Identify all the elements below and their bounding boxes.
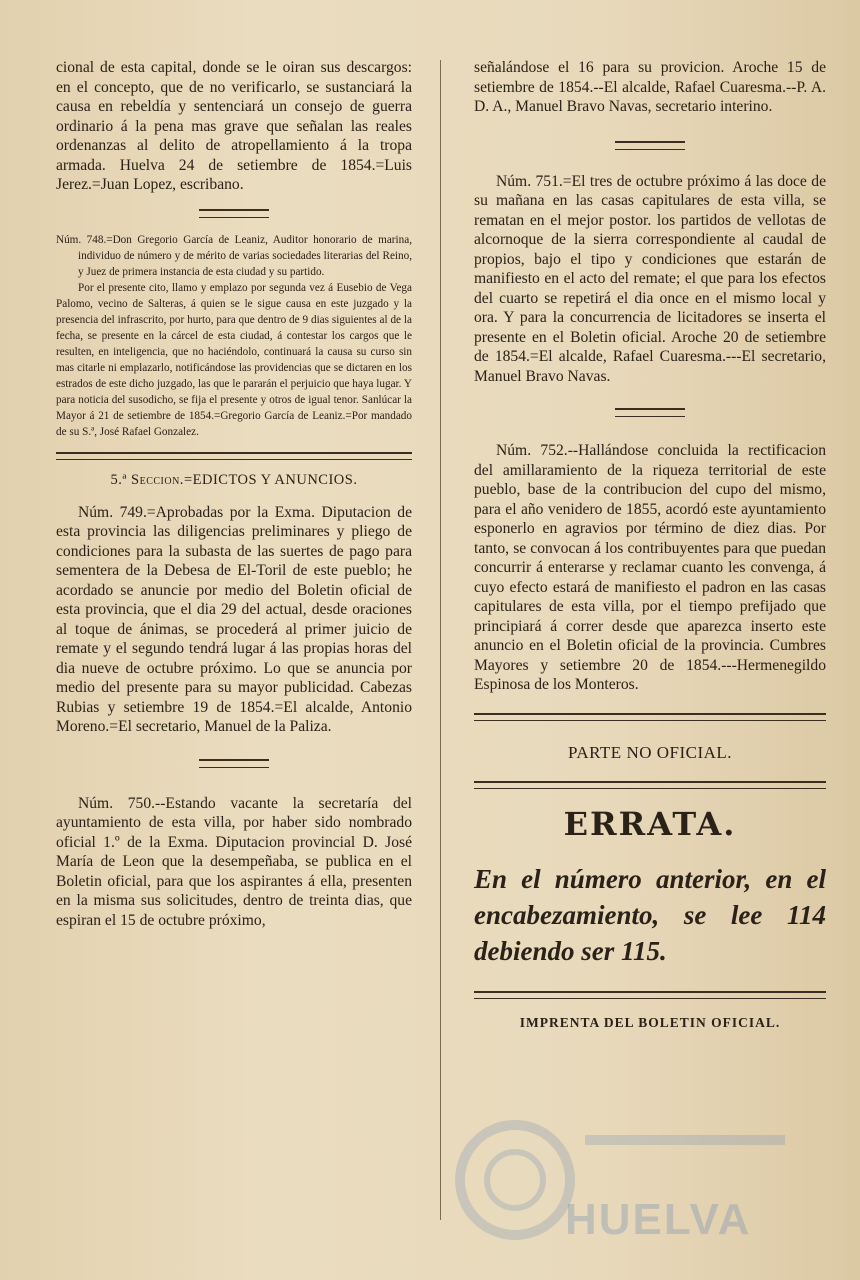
ornament-divider xyxy=(199,209,269,218)
section-heading xyxy=(56,472,412,489)
section-rule xyxy=(474,781,826,789)
imprenta-footer: IMPRENTA DEL BOLETIN OFICIAL. xyxy=(519,1014,781,1030)
parte-no-oficial-heading: PARTE NO OFICIAL. xyxy=(567,742,733,762)
section-rule xyxy=(56,452,412,460)
ornament-divider xyxy=(615,141,685,150)
section-rule xyxy=(474,991,826,999)
notice-748-body: Por el presente cito, llamo y emplazo por segunda vez á Eusebio de Vega Palomo, vecino de Salteras, á quien se le sigue causa en este juzgado y la presencia del infrascrito, por hurto, para que dentro de 9 dias siguientes al de la fecha, se presente en la cárcel de esta ciudad, á contestar los cargos que le resulten, en inteligencia, que no haciéndolo, continuará la causa su curso sin mas citarle ni emplazarlo, notificándose las providencias que se dictaren en los estrados de este dicho juzgado, las que le pararán el perjuicio que haya lugar. Y para noticia del susodicho, se fija el presente y otros de igual tenor. Sanlúcar la Mayor á 21 de setiembre de 1854.=Gregorio García de Leaniz.=Por mandado de su S.ª, José Rafael Gonzalez. xyxy=(56,281,412,438)
section-label: 5.ª Seccion. xyxy=(110,471,184,488)
notice-750: Núm. 750.--Estando vacante la secretaría del ayuntamiento de esta villa, por haber sido nombrado oficial 1.º de la Exma. Diputacion provincial D. José María de Leon que la desempeñaba, se publica en el Boletin oficial, para que los aspirantes á ella, presenten en la misma sus solicitudes, dentro de treinta dias, que espiran el 15 de octubre próximo, xyxy=(56,794,412,929)
ornament-divider xyxy=(199,759,269,768)
section-title: =EDICTOS Y ANUNCIOS. xyxy=(183,471,358,488)
errata-body: En el número anterior, en el encabezamiento, se lee 114 debiendo ser 115. xyxy=(474,863,826,966)
errata-title: ERRATA. xyxy=(563,804,737,843)
ornament-divider xyxy=(615,408,685,417)
notice-749: Núm. 749.=Aprobadas por la Exma. Diputacion de esta provincia las diligencias preliminares y pliego de condiciones para la subasta de las suertes de pago para sementera de la Debesa de El-Toril de este pueblo; he acordado se anuncie por medio del Boletin oficial de esta provincia, que el dia 29 del actual, desde oraciones al toque de ánimas, se procederá al primer juicio de remate y el segundo tendrá lugar á las propias horas del dia nueve de octubre próximo. Lo que se anuncia por medio del presente para su mayor publicidad. Cabezas Rubias y setiembre 19 de 1854.=El alcalde, Antonio Moreno.=El secretario, Manuel de la Paliza. xyxy=(56,503,412,735)
notice-751: Núm. 751.=El tres de octubre próximo á las doce de su mañana en las casas capitulares de esta villa, se rematan en el mejor postor. los partidos de vellotas de alcornoque de la sierra correspondiente al caudal de propios, bajo el tipo y condiciones que estarán de manifiesto en el acto del remate; el que para los efectos del cuarto se repetirá el dia once en el mismo local y ora. Y para la concurrencia de licitadores se inserta el presente en el Boletin oficial. Aroche 20 de setiembre de 1854.=El alcalde, Rafael Cuaresma.---El secretario, Manuel Bravo Navas. xyxy=(474,172,826,385)
watermark-text: HUELVA xyxy=(565,1195,752,1244)
left-column xyxy=(56,58,412,930)
notice-752: Núm. 752.--Hallándose concluida la rectificacion del amillaramiento de la riqueza territorial de este pueblo, base de la contribucion del cupo del mismo, para el año venidero de 1855, acordó este ayuntamiento esponerlo en agravios por término de diez dias. Por tanto, se convocan á los contribuyentes para que puedan concurrir á enterarse y reclamar cuanto les convenga, á cuyo efecto estará de manifiesto el padron en las casas capitulares de esta villa, por el tiempo prefijado que principiará á correr desde que aparezca inserto este anuncio en el Boletin oficial de la provincia. Cumbres Mayores y setiembre 20 de 1854.---Hermenegildo Espinosa de los Monteros. xyxy=(474,442,826,693)
right-column xyxy=(474,58,826,1031)
section-rule xyxy=(474,713,826,721)
column-divider xyxy=(440,60,441,1220)
notice-750-continuation: señalándose el 16 para su provicion. Aroche 15 de setiembre de 1854.--El alcalde, Rafael Cuaresma.--P. A. D. A., Manuel Bravo Navas, secretario interino. xyxy=(474,59,826,115)
notice-748-heading: Núm. 748.=Don Gregorio García de Leaniz, Auditor honorario de marina, individuo de número y de mérito de varias sociedades literarias del Reino, y Juez de primera instancia de esta ciudad y su partido. xyxy=(56,233,412,278)
notice-continuation: cional de esta capital, donde se le oiran sus descargos: en el concepto, que de no verificarlo, se sustanciará la causa en rebeldía y sentenciará un consejo de guerra ordinario á la pena mas grave que señalan las reales ordenanzas al delito de atropellamiento á la tropa armada. Huelva 24 de setiembre de 1854.=Luis Jerez.=Juan Lopez, escribano. xyxy=(56,59,412,193)
